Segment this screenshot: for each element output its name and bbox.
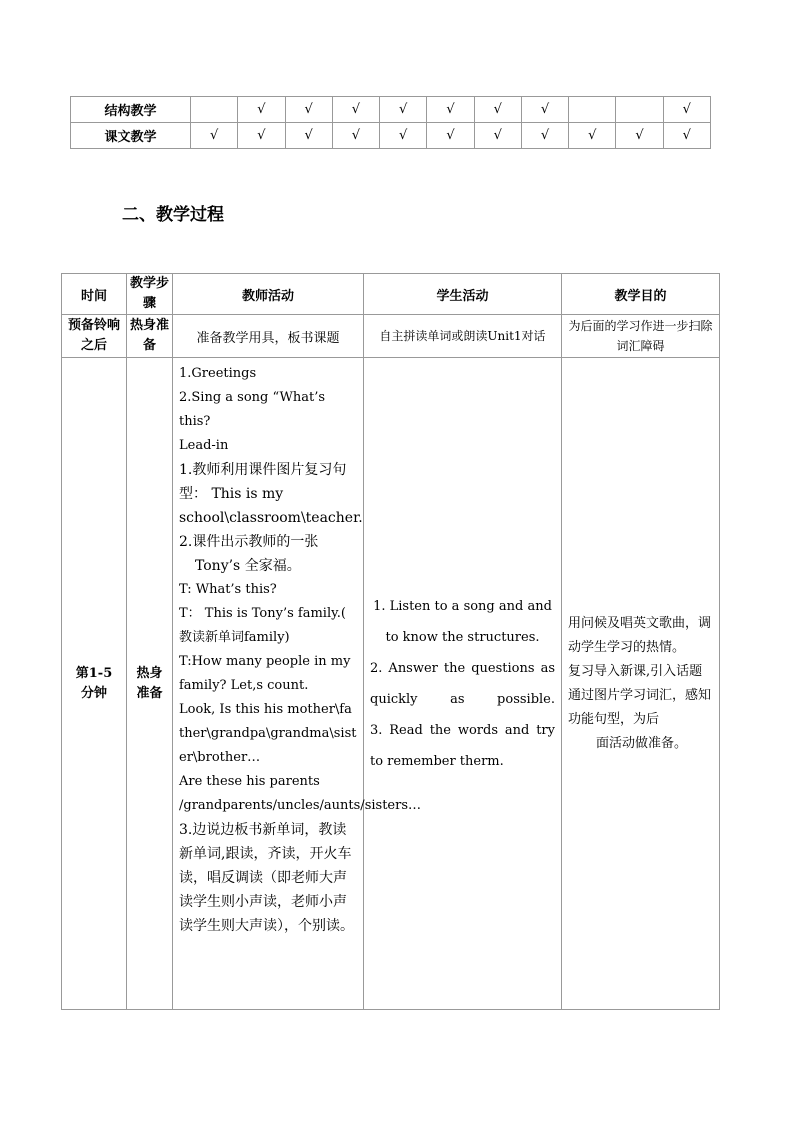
check-cell: √ bbox=[521, 97, 568, 123]
section-heading: 二、教学过程 bbox=[122, 205, 224, 225]
check-cell: √ bbox=[191, 123, 238, 149]
header-student: 学生活动 bbox=[364, 274, 562, 315]
feature-check-table bbox=[70, 96, 711, 149]
purpose-line: 复习导入新课,引入话题 bbox=[568, 663, 703, 679]
purpose-line: 面活动做准备。 bbox=[596, 735, 688, 751]
prep-time: 预备铃响之后 bbox=[62, 315, 127, 358]
check-cell bbox=[191, 97, 238, 123]
check-cell: √ bbox=[332, 97, 379, 123]
check-row-label: 课文教学 bbox=[71, 123, 191, 149]
prep-teacher: 准备教学用具，板书课题 bbox=[173, 315, 364, 358]
check-cell: √ bbox=[332, 123, 379, 149]
check-cell: √ bbox=[474, 123, 521, 149]
header-teacher: 教师活动 bbox=[173, 274, 364, 315]
teacher-line: Are these his parents /grandparents/uncles/aunts/sisters… bbox=[179, 774, 421, 813]
teacher-line: Look, Is this his mother\father\grandpa\grandma\sister\brother… bbox=[179, 702, 357, 765]
check-row bbox=[71, 97, 711, 123]
student-line: 1. Listen to a song and and to know the structures. bbox=[373, 598, 552, 645]
teacher-line: 2.Sing a song “What’s this? bbox=[179, 390, 326, 429]
student-line: 2. Answer the questions as quickly as possible. bbox=[370, 660, 555, 707]
teacher-line: T： This is Tony’s family.( 教读新单词family) bbox=[179, 606, 346, 645]
prep-row bbox=[62, 315, 720, 358]
prep-step: 热身准备 bbox=[127, 315, 173, 358]
teacher-line: Lead-in bbox=[179, 438, 229, 453]
main-activity-row bbox=[62, 358, 720, 1010]
check-row-label: 结构教学 bbox=[71, 97, 191, 123]
header-row bbox=[62, 274, 720, 315]
check-cell: √ bbox=[663, 97, 710, 123]
check-cell: √ bbox=[427, 123, 474, 149]
header-purpose: 教学目的 bbox=[562, 274, 720, 315]
student-activity-cell bbox=[364, 358, 562, 1010]
purpose-line: 用问候及唱英文歌曲，调动学生学习的热情。 bbox=[568, 615, 712, 655]
teacher-line: 3.边说边板书新单词，教读新单词,跟读，齐读，开火车读，唱反调读（即老师大声读学生则小声读，老师小声读学生则大声读），个别读。 bbox=[179, 822, 354, 934]
prep-purpose: 为后面的学习作进一步扫除词汇障碍 bbox=[562, 315, 720, 358]
check-cell: √ bbox=[474, 97, 521, 123]
teacher-line: 1.Greetings bbox=[179, 366, 257, 381]
prep-student: 自主拼读单词或朗读Unit1对话 bbox=[364, 315, 562, 358]
teacher-line: T:How many people in my family? Let,s count. bbox=[179, 654, 351, 693]
main-time: 第1-5分钟 bbox=[62, 358, 127, 1010]
teacher-line: 2.课件出示教师的一张 bbox=[179, 534, 319, 550]
teacher-line: Tony’s 全家福。 bbox=[195, 558, 301, 574]
check-cell: √ bbox=[380, 97, 427, 123]
main-step: 热身准备 bbox=[127, 358, 173, 1010]
purpose-line: 通过图片学习词汇，感知功能句型，为后 bbox=[568, 687, 712, 727]
check-cell: √ bbox=[285, 97, 332, 123]
check-row bbox=[71, 123, 711, 149]
check-cell bbox=[569, 97, 616, 123]
check-cell bbox=[616, 97, 663, 123]
header-time: 时间 bbox=[62, 274, 127, 315]
teacher-line: T: What’s this? bbox=[179, 582, 277, 597]
purpose-cell bbox=[562, 358, 720, 1010]
teacher-activity-cell bbox=[173, 358, 421, 1010]
check-cell: √ bbox=[238, 123, 285, 149]
check-cell: √ bbox=[285, 123, 332, 149]
header-step: 教学步骤 bbox=[127, 274, 173, 315]
teaching-process-table bbox=[61, 273, 720, 1010]
student-line: 3. Read the words and try to remember therm. bbox=[370, 722, 555, 769]
check-cell: √ bbox=[663, 123, 710, 149]
check-cell: √ bbox=[569, 123, 616, 149]
check-cell: √ bbox=[521, 123, 568, 149]
check-cell: √ bbox=[616, 123, 663, 149]
check-cell: √ bbox=[238, 97, 285, 123]
check-cell: √ bbox=[380, 123, 427, 149]
teacher-line: 1.教师利用课件图片复习句型： This is my school\classroom\teacher. bbox=[179, 462, 363, 526]
check-cell: √ bbox=[427, 97, 474, 123]
